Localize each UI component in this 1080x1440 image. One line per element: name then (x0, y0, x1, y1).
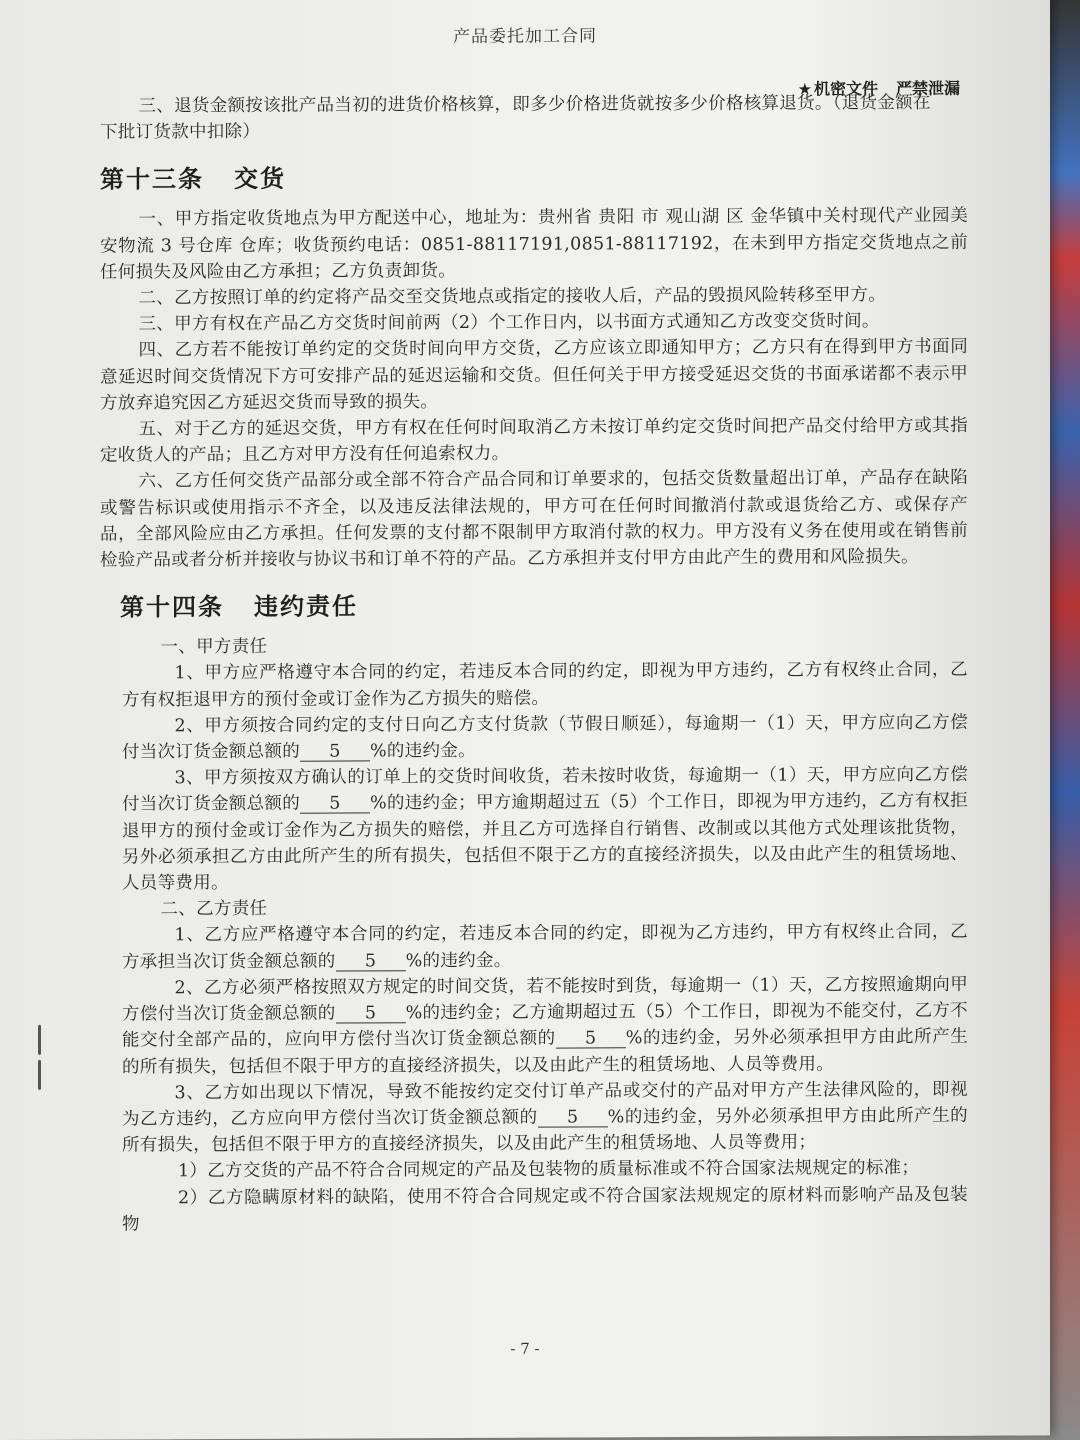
return-amount-clause: 三、退货金额按该批产品当初的进货价格核算，即多少价格进货就按多少价格核算退货。（退货金额在 (138, 92, 931, 117)
party-b-clause-3: 3、乙方如出现以下情况，导致不能按约定交付订单产品或交付的产品对甲方产生法律风险的，即视为乙方违约，乙方应向甲方偿付当次订货金额总额的 5 %的违约金，另外必须承担甲方由此所产生的所有损失，包括但不限于甲方的直接经济损失，以及由此产生的租赁场地、人员等费用； (122, 1079, 968, 1156)
binding-mark (38, 1025, 41, 1055)
penalty-rate-field: 5 (336, 952, 406, 971)
article-14-number: 第十四条 (120, 593, 224, 622)
party-b-clause-2: 2、乙方必须严格按照双方规定的时间交货，若不能按时到货，每逾期一（1）天，乙方按照逾期向甲方偿付当次订货金额总额的 5 %的违约金；乙方逾期超过五（5）个工作日，即视为不能交付，乙方不能交付全部产品的，应向甲方偿付当次订货金额总额的 5 %的违约金，另外必须承担甲方由此所产生的所有损失，包括但不限于甲方的直接经济损失，以及由此产生的租赁场地、人员等费用。 (122, 974, 969, 1077)
article-13-title: 交货 (234, 165, 286, 194)
party-b-clause-1: 1、乙方应严格遵守本合同的约定，若违反本合同的约定，即视为乙方违约，甲方有权终止合同，乙方承担当次订货金额总额的 5 %的违约金。 (122, 922, 968, 973)
return-amount-clause-cont: 下批订货款中扣除） (100, 122, 261, 143)
penalty-rate-field: 5 (336, 1004, 406, 1023)
delivery-clause-3: 三、甲方有权在产品乙方交货时间前两（2）个工作日内，以书面方式通知乙方改变交货时间。 (138, 311, 880, 335)
penalty-rate-field: 5 (300, 795, 370, 814)
party-b-heading: 二、乙方责任 (160, 899, 268, 920)
penalty-rate-field: 5 (556, 1030, 626, 1049)
page-header-title: 产品委托加工合同 (453, 26, 597, 48)
confidential-label: 机密文件 (813, 79, 878, 99)
party-a-clause-3: 3、甲方须按双方确认的订单上的交货时间收货，若未按时收货，每逾期一（1）天，甲方应向乙方偿付当次订货金额总额的 5 %的违约金；甲方逾期超过五（5）个工作日，即视为甲方违约，乙方有权拒退甲方的预付金或订金作为乙方损失的赔偿，并且乙方可选择自行销售、改制或以其他方式处理该批货物，另外必须承担乙方由此所产生的所有损失，包括但不限于乙方的直接经济损失，以及由此产生的租赁场地、人员等费用。 (122, 765, 968, 894)
party-b-clause-3-item-2: 2）乙方隐瞒原材料的缺陷，使用不符合合同规定或不符合国家法规规定的原材料而影响产品及包装物 (122, 1184, 968, 1235)
star-icon: ★ (797, 79, 812, 99)
liability-section (122, 631, 968, 1237)
article-13-heading (100, 156, 968, 195)
page-number: - 7 - (510, 1339, 540, 1358)
binding-mark (38, 1060, 41, 1090)
party-a-clause-2: 2、甲方须按合同约定的支付日向乙方支付货款（节假日顺延），每逾期一（1）天，甲方应向乙方偿付当次订货金额总额的 5 %的违约金。 (122, 712, 968, 763)
delivery-clause-5: 五、对于乙方的延迟交货，甲方有权在任何时间取消乙方未按订单约定交货时间把产品交付给甲方或其指定收货人的产品；且乙方对甲方没有任何追索权力。 (100, 415, 968, 466)
party-a-clause-1: 1、甲方应严格遵守本合同的约定，若违反本合同的约定，即视为甲方违约，乙方有权终止合同，乙方有权拒退甲方的预付金或订金作为乙方损失的赔偿。 (122, 660, 968, 711)
penalty-rate-field: 5 (300, 742, 370, 761)
article-14-title: 违约责任 (254, 592, 358, 622)
penalty-rate-field: 5 (538, 1108, 608, 1127)
party-b-clause-3-item-1: 1）乙方交货的产品不符合合同规定的产品及包装物的质量标准或不符合国家法规规定的标准； (178, 1158, 920, 1182)
delivery-clause-6: 六、乙方任何交货产品部分或全部不符合产品合同和订单要求的，包括交货数量超出订单，产品存在缺陷或警告标识或使用指示不齐全，以及违反法律法规的，甲方可在任何时间撤消付款或退货给乙方、或保存产品，全部风险应由乙方承担。任何发票的支付都不限制甲方取消付款的权力。甲方没有义务在使用或在销售前检验产品或者分析并接收与协议书和订单不符的产品。乙方承担并支付甲方由此产生的费用和风险损失。 (100, 468, 968, 571)
party-a-heading: 一、甲方责任 (160, 637, 268, 658)
delivery-clause-4: 四、乙方若不能按订单约定的交货时间向甲方交货，乙方应该立即通知甲方；乙方只有在得到甲方书面同意延迟时间交货情况下方可安排产品的延迟运输和交货。但任何关于甲方接受延迟交货的书面承诺都不表示甲方放弃追究因乙方延迟交货而导致的损失。 (100, 337, 968, 414)
background-poster (1046, 0, 1080, 1440)
document-body (100, 88, 968, 1238)
delivery-clause-2: 二、乙方按照订单的约定将产品交至交货地点或指定的接收人后，产品的毁损风险转移至甲方。 (138, 285, 887, 309)
article-13-number: 第十三条 (100, 165, 204, 194)
no-leak-label: 严禁泄漏 (895, 78, 960, 99)
delivery-clause-1: 一、甲方指定收货地点为甲方配送中心，地址为：贵州省 贵阳 市 观山湖 区 金华镇中关村现代产业园美安物流 3 号仓库 仓库；收货预约电话：0851-88117191,0851-88117192，在未到甲方指定交货地点之前任何损失及风险由乙方承担；乙方负责卸货。 (100, 206, 968, 283)
article-14-heading (120, 584, 968, 623)
